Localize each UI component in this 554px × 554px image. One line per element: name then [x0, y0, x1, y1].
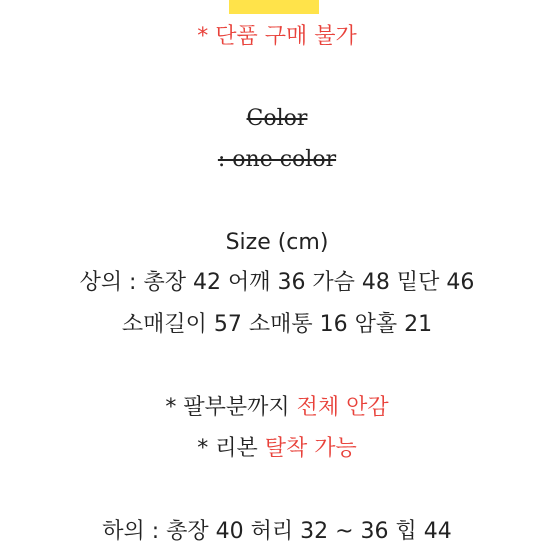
- top-measurements-line2: 소매길이 57 소매통 16 암홀 21: [121, 312, 433, 337]
- color-heading: [0, 104, 554, 134]
- lining-note-prefix: * 팔부분까지: [165, 395, 297, 420]
- price-highlight: [229, 0, 319, 14]
- lining-note: [0, 393, 554, 423]
- lining-note-highlight: 전체 안감: [296, 395, 389, 420]
- ribbon-note-highlight: 탈착 가능: [264, 436, 357, 461]
- color-value: : one color: [217, 147, 337, 172]
- ribbon-note-prefix: * 리본: [197, 436, 265, 461]
- top-measurements-line1: 상의 : 총장 42 어깨 36 가슴 48 밑단 46: [79, 270, 475, 295]
- size-heading: Size (cm): [225, 230, 329, 255]
- single-purchase-notice: * 단품 구매 불가: [197, 24, 357, 49]
- ribbon-note: [0, 434, 554, 464]
- color-title: Color: [246, 106, 308, 131]
- color-value-line: [0, 145, 554, 175]
- bottom-measurements: 하의 : 총장 40 허리 32 ~ 36 힙 44: [102, 519, 452, 544]
